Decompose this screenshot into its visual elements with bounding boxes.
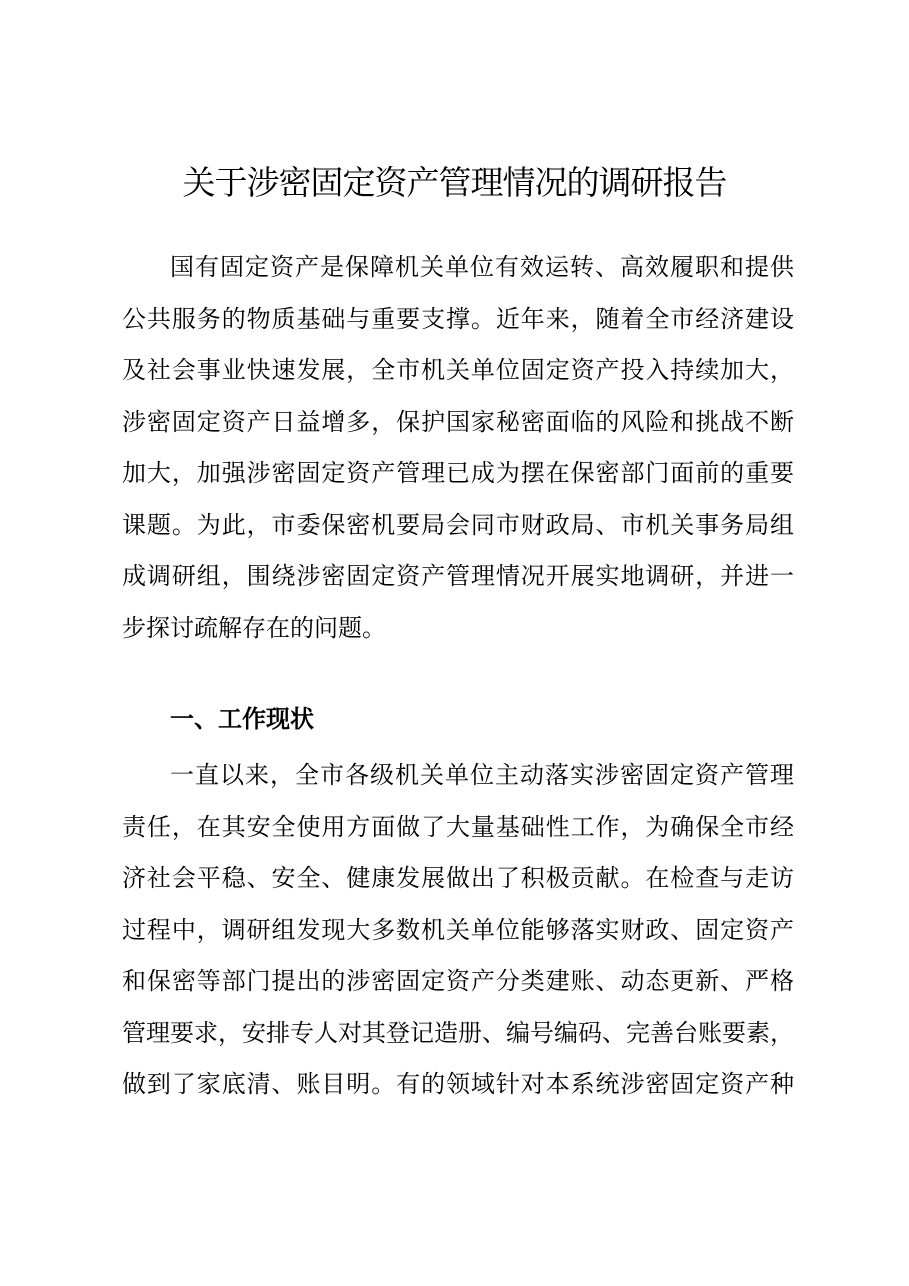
paragraph-line: 国有固定资产是保障机关单位有效运转、高效履职和提供 [170, 253, 794, 281]
paragraph-line: 责任，在其安全使用方面做了大量基础性工作，为确保全市经 [122, 812, 794, 841]
section-heading: 一、工作现状 [170, 705, 314, 733]
paragraph-line: 管理要求，安排专人对其登记造册、编号编码、完善台账要素， [122, 1018, 794, 1047]
paragraph-line: 步探讨疏解存在的问题。 [122, 613, 386, 642]
intro-paragraph [122, 242, 794, 654]
paragraph-line: 一直以来，全市各级机关单位主动落实涉密固定资产管理 [170, 761, 794, 789]
paragraph-line: 及社会事业快速发展，全市机关单位固定资产投入持续加大， [122, 356, 794, 384]
paragraph-line: 过程中，调研组发现大多数机关单位能够落实财政、固定资产 [122, 915, 794, 944]
document-title: 关于涉密固定资产管理情况的调研报告 [182, 163, 727, 202]
paragraph-line: 和保密等部门提出的涉密固定资产分类建账、动态更新、严格 [122, 967, 794, 995]
status-paragraph [122, 750, 794, 1111]
paragraph-line: 涉密固定资产日益增多，保护国家秘密面临的风险和挑战不断 [122, 407, 794, 436]
paragraph-line: 加大，加强涉密固定资产管理已成为摆在保密部门面前的重要 [122, 459, 794, 487]
paragraph-line: 成调研组，围绕涉密固定资产管理情况开展实地调研，并进一 [122, 562, 794, 590]
paragraph-line: 济社会平稳、安全、健康发展做出了积极贡献。在检查与走访 [122, 864, 794, 892]
paragraph-line: 课题。为此，市委保密机要局会同市财政局、市机关事务局组 [122, 510, 794, 539]
paragraph-line: 做到了家底清、账目明。有的领域针对本系统涉密固定资产种 [122, 1070, 794, 1098]
paragraph-line: 公共服务的物质基础与重要支撑。近年来，随着全市经济建设 [122, 304, 794, 333]
